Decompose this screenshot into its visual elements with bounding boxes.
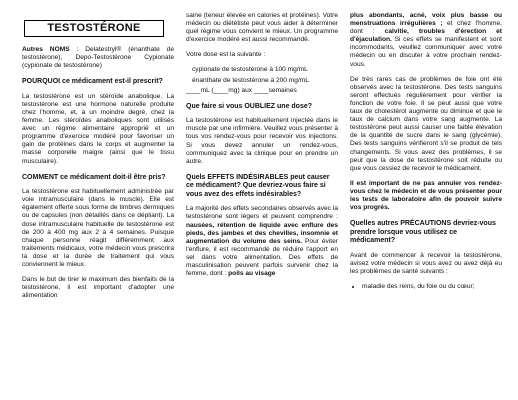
- other-names-paragraph: [22, 46, 174, 70]
- heading-side-effects: Quels EFFETS INDÉSIRABLES peut causer ce médicament? Que devriez-vous faire si vous avez des effets indésirables?: [186, 173, 330, 198]
- side-effects-women: poils au visage: [228, 270, 276, 278]
- paragraph-administration: La testostérone est habituellement administrée par voie intramusculaire (dans le muscle). Elle est également offerte sous forme de timbres dermiques ou de capsules (non détaillés dans ce dépliant). La dose intramusculaire habituelle de testostérone est de 200 à 400 mg aux 2 à 4 semaines. Puisque chaque personne réagit différemment aux traitements médicaux, votre médecin vous prescrira la dose et la durée de traitement qui vous conviennent le mieux.: [22, 188, 174, 268]
- paragraph-side-effects: [186, 205, 338, 278]
- dose-option-cypionate: cypionate de testostérone à 100 mg/mL: [192, 66, 308, 74]
- paragraph-description: La testostérone est un stéroïde anabolique. La testostérone est une hormone naturelle produite chez l'homme, et, à un moindre degré, chez la femme. Les stéroïdes anaboliques sont utilisés avec un régime alimentaire approprié et un programme d'exercice modéré pour favoriser un gain de protéines dans le corps et augmenter la masse corporelle maigre (ainsi que le tissu musculaire).: [22, 92, 174, 165]
- side-effects-advice: Pour éviter l'enflure, il est recommandé de réduire l'apport en sel dans votre alimentation. Des effets de masculinisation peuvent parfois survenir chez la femme, dont :: [186, 237, 339, 278]
- dose-fill-in-line: ____mL (____mg) aux ____semaines: [186, 86, 297, 94]
- paragraph-appointments: Il est important de ne pas annuler vos rendez-vous chez le médecin et de vous présenter pour les tests de laboratoire afin de pouvoir suivre vos progrès.: [350, 179, 502, 212]
- effects-men-list: calvitie, troubles d'érection et d'éjaculation.: [350, 28, 502, 44]
- side-effects-list: nausées, rétention de liquide avec enflure des pieds, des jambes et des chevilles, insomnie et augmentation du volume des seins.: [186, 221, 338, 245]
- effects-men-intro: et chez l'homme, dont :: [350, 20, 502, 36]
- column-1: [22, 46, 174, 307]
- paragraph-diet-start: Dans le but de tirer le maximum des bienfaits de la testostérone, il est important d'adopter une alimentation: [22, 276, 174, 300]
- paragraph-liver-tests: De très rares cas de problèmes de foie ont été observés avec la testostérone. Des tests sanguins seront effectués régulièrement pour vérifier la fonction de votre foie. Il se peut aussi que votre taux de cholestérol augmente ou diminue et que le taux de calcium dans votre sang augmente. La testostérone peut aussi causer une faible élévation de la quantité de sucre dans le sang (glycémie). Des tests sanguins vérifieront s'il se produit de tels changements. Si vous avez des problèmes, il se peut que la dose de testostérone soit réduite ou que vous cessiez de recevoir le médicament.: [350, 75, 502, 172]
- dose-option-enanthate: énanthate de testostérone à 200 mg/mL: [192, 76, 309, 84]
- heading-precautions: Quelles autres PRÉCAUTIONS devriez-vous prendre lorsque vous utilisez ce médicament?: [350, 220, 496, 245]
- effects-women-continued: plus abondants, acné, voix plus basse ou menstruations irrégulières ;: [350, 12, 502, 28]
- effects-advice: Si ces effets se manifestent et sont incommodants, veuillez communiquer avec votre médecin ou en discuter à votre prochain rendez-vous.: [350, 36, 502, 68]
- other-names-label: Autres NOMS: [22, 46, 70, 53]
- paragraph-precautions: Avant de commencer à recevoir la testostérone, avisez votre médecin si vous avez ou avez déjà eu les problèmes de santé suivants :: [350, 251, 502, 275]
- column-3: [350, 12, 502, 291]
- other-names-text: : Delatestryl® (énanthate de testostérone), Depo-Testostérone Cypionate (cypionate de testostérone): [22, 46, 174, 70]
- heading-why-prescribed: POURQUOI ce médicament est-il prescrit?: [22, 78, 163, 86]
- paragraph-masculinization: [350, 12, 502, 69]
- heading-how-to-take: COMMENT ce médicament doit-il être pris?: [22, 173, 166, 181]
- column-2: [186, 12, 338, 285]
- paragraph-diet-continued: saine (teneur élevée en calories et protéines). Votre médecin ou diététiste peut vous aider à déterminer quel régime vous convient le mieux. Un programme d'exercice modéré est aussi recommandé.: [186, 12, 338, 44]
- document-title: TESTOSTÉRONE: [24, 20, 164, 37]
- list-item: • maladie des reins, du foie ou du cœur;: [362, 283, 502, 291]
- side-effects-intro: La majorité des effets secondaires observés avec la testostérone sont légers et peuvent comprendre :: [186, 205, 338, 221]
- paragraph-your-dose: Votre dose est la suivante :: [186, 51, 266, 59]
- precautions-list: [350, 283, 502, 291]
- heading-missed-dose: Que faire si vous OUBLIEZ une dose?: [186, 102, 313, 110]
- paragraph-missed-dose: La testostérone est habituellement injectée dans le muscle par une infirmière. Veuillez vous présenter à tous vos rendez-vous pour recevoir vos injections. Si vous devez annuler un rendez-vous, communiquez avec la clinique pour en prendre un autre.: [186, 117, 338, 165]
